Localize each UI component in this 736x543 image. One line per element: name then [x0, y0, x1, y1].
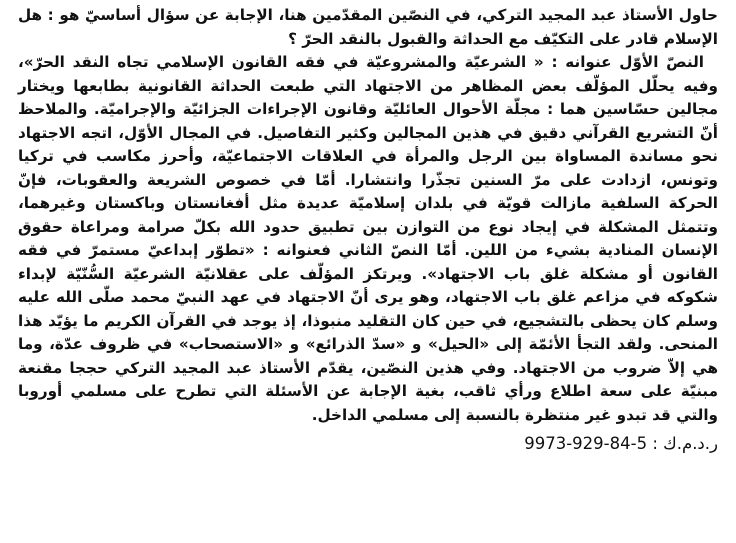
abstract-page — [18, 4, 718, 543]
abstract-intro-paragraph: حاول الأستاذ عبد المجيد التركي، في النصّين المقدّمين هنا، الإجابة عن سؤال أساسيّ هو : هل الإسلام قادر على التكيّف مع الحداثة والقبول بالنقد الحرّ ؟ — [18, 6, 718, 48]
isbn-number: 9973-929-84-5 — [524, 434, 648, 453]
isbn-label: ر.د.م.ك : — [652, 434, 718, 453]
abstract-body-paragraph: النصّ الأوّل عنوانه : « الشرعيّة والمشروعيّة في فقه القانون الإسلامي تجاه النقد الحرّ»، وفيه يحلّل المؤلّف بعض المظاهر من الاجتهاد التي طبعت الحداثة القانونية بطابعها ويختار مجالين حسّاسين هما : مجلّة الأحوال العائليّة وقانون الإجراءات الجزائيّة والإجراميّة. والملاحظ أنّ التشريع القرآني دقيق في هذين المجالين وكثير التفاصيل. في المجال الأوّل، اتجه الاجتهاد نحو مساندة المساواة بين الرجل والمرأة في العلاقات الاجتماعيّة، وأحرز مكاسب في تركيا وتونس، ازدادت على مرّ السنين تجذّرا وانتشارا. أمّا في خصوص الشريعة والعقوبات، فإنّ الحركة السلفية مازالت قويّة في بلدان إسلاميّة عديدة مثل أفغانستان وباكستان وغيرهما، وتتمثل المشكلة في إيجاد نوع من التوازن بين تطبيق حدود الله بكلّ صرامة ومراعاة حقوق الإنسان المنادية بشيء من اللين. أمّا النصّ الثاني فعنوانه : «تطوّر إبداعيّ مستمرّ في فقه القانون أو مشكلة غلق باب الاجتهاد». ويرتكز المؤلّف على عقلانيّة الشرعيّة السُّنّيّة لإبداء شكوكه في مزاعم غلق باب الاجتهاد، وهو يرى أنّ الاجتهاد في عهد النبيّ محمد صلّى الله عليه وسلم كان يحظى بالتشجيع، في حين كان التقليد منبوذا، إذ يوجد في القرآن الكريم ما يؤيّد هذا المنحى. ولقد التجأ الأئمّة إلى «الحيل» و «سدّ الذرائع» و «الاستصحاب» في ظروف عدّة، وما هي إلاّ ضروب من الاجتهاد. وفي هذين النصّين، يقدّم الأستاذ عبد المجيد التركي حججا مقنعة مبنيّة على سعة اطلاع ورأي ثاقب، بغية الإجابة عن الأسئلة التي تطرح على مسلمي أوروبا والتي قد تبدو غير منتظرة بالنسبة إلى مسلمي الداخل. — [18, 53, 718, 424]
isbn-line — [18, 430, 718, 458]
